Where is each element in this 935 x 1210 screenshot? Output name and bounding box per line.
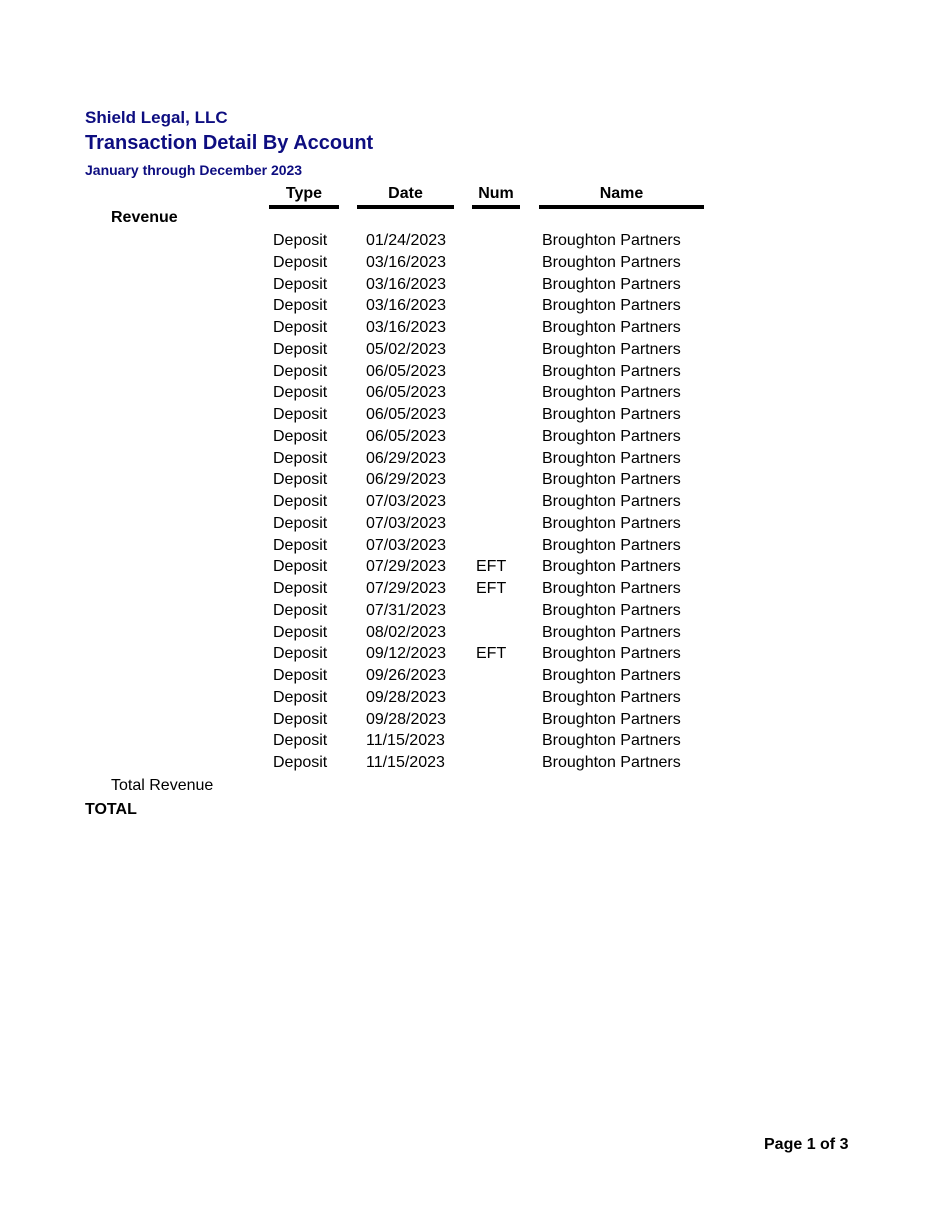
report-title: Transaction Detail By Account (85, 132, 374, 154)
cell-type: Deposit (273, 253, 328, 271)
table-row (0, 687, 935, 709)
cell-date: 07/03/2023 (366, 493, 447, 510)
grand-total-label: TOTAL (85, 801, 137, 818)
cell-type: Deposit (273, 449, 328, 467)
column-header-date: Date (357, 185, 454, 209)
cell-date: 09/12/2023 (366, 645, 447, 663)
cell-name: Broughton Partners (542, 362, 681, 380)
table-row (0, 426, 935, 448)
cell-date: 09/28/2023 (366, 710, 447, 728)
cell-type: Deposit (273, 493, 328, 510)
cell-name: Broughton Partners (542, 732, 681, 750)
cell-name: Broughton Partners (542, 449, 681, 467)
cell-date: 03/16/2023 (366, 275, 447, 293)
cell-type: Deposit (273, 232, 328, 249)
cell-name: Broughton Partners (542, 253, 681, 271)
table-row (0, 578, 935, 600)
cell-name: Broughton Partners (542, 275, 681, 293)
table-row (0, 730, 935, 752)
column-header-name: Name (539, 185, 704, 209)
cell-name: Broughton Partners (542, 384, 681, 402)
cell-type: Deposit (273, 319, 328, 336)
cell-num: EFT (476, 558, 507, 576)
table-row (0, 230, 935, 252)
cell-name: Broughton Partners (542, 493, 681, 510)
cell-date: 11/15/2023 (366, 754, 445, 771)
cell-type: Deposit (273, 362, 328, 380)
table-row (0, 535, 935, 557)
cell-type: Deposit (273, 427, 328, 445)
column-header-type: Type (269, 185, 339, 209)
cell-type: Deposit (273, 536, 328, 554)
cell-name: Broughton Partners (542, 667, 681, 684)
cell-date: 03/16/2023 (366, 253, 447, 271)
cell-date: 09/28/2023 (366, 688, 447, 706)
table-row (0, 274, 935, 296)
cell-num: EFT (476, 580, 507, 597)
cell-type: Deposit (273, 754, 328, 771)
cell-date: 06/05/2023 (366, 427, 447, 445)
cell-type: Deposit (273, 297, 328, 315)
company-name: Shield Legal, LLC (85, 108, 228, 127)
cell-name: Broughton Partners (542, 319, 681, 336)
table-row (0, 556, 935, 578)
cell-date: 06/29/2023 (366, 449, 447, 467)
cell-date: 06/05/2023 (366, 406, 447, 423)
cell-type: Deposit (273, 471, 328, 489)
cell-type: Deposit (273, 645, 328, 663)
cell-name: Broughton Partners (542, 232, 681, 249)
table-row (0, 513, 935, 535)
cell-type: Deposit (273, 275, 328, 293)
cell-type: Deposit (273, 340, 328, 358)
cell-name: Broughton Partners (542, 754, 681, 771)
cell-date: 01/24/2023 (366, 232, 447, 249)
cell-name: Broughton Partners (542, 471, 681, 489)
table-row (0, 448, 935, 470)
report-period: January through December 2023 (85, 162, 303, 178)
cell-date: 03/16/2023 (366, 319, 447, 336)
cell-name: Broughton Partners (542, 710, 681, 728)
cell-date: 07/31/2023 (366, 601, 447, 619)
table-row (0, 491, 935, 513)
cell-name: Broughton Partners (542, 406, 681, 423)
cell-type: Deposit (273, 667, 328, 684)
cell-type: Deposit (273, 514, 328, 532)
table-row (0, 361, 935, 383)
table-row (0, 404, 935, 426)
cell-type: Deposit (273, 558, 328, 576)
cell-name: Broughton Partners (542, 688, 681, 706)
cell-date: 06/05/2023 (366, 362, 447, 380)
cell-date: 03/16/2023 (366, 297, 447, 315)
cell-date: 06/05/2023 (366, 384, 447, 402)
cell-name: Broughton Partners (542, 580, 681, 597)
cell-date: 07/03/2023 (366, 536, 447, 554)
section-label-revenue: Revenue (111, 209, 178, 226)
cell-date: 07/29/2023 (366, 580, 447, 597)
table-row (0, 600, 935, 622)
total-revenue-label: Total Revenue (111, 777, 214, 794)
cell-type: Deposit (273, 623, 328, 641)
table-row (0, 469, 935, 491)
table-row (0, 709, 935, 731)
cell-name: Broughton Partners (542, 340, 681, 358)
cell-name: Broughton Partners (542, 601, 681, 619)
page-number: Page 1 of 3 (764, 1136, 849, 1153)
column-header-num: Num (472, 185, 520, 209)
cell-date: 09/26/2023 (366, 667, 447, 684)
cell-date: 06/29/2023 (366, 471, 447, 489)
table-row (0, 252, 935, 274)
cell-name: Broughton Partners (542, 297, 681, 315)
cell-type: Deposit (273, 732, 328, 750)
table-row (0, 643, 935, 665)
cell-type: Deposit (273, 601, 328, 619)
cell-date: 08/02/2023 (366, 623, 447, 641)
cell-name: Broughton Partners (542, 536, 681, 554)
cell-type: Deposit (273, 710, 328, 728)
cell-name: Broughton Partners (542, 645, 681, 663)
cell-date: 07/03/2023 (366, 514, 447, 532)
cell-date: 07/29/2023 (366, 558, 447, 576)
table-row (0, 665, 935, 687)
cell-name: Broughton Partners (542, 623, 681, 641)
cell-type: Deposit (273, 688, 328, 706)
cell-name: Broughton Partners (542, 427, 681, 445)
cell-date: 05/02/2023 (366, 340, 447, 358)
table-row (0, 339, 935, 361)
cell-type: Deposit (273, 384, 328, 402)
cell-type: Deposit (273, 580, 328, 597)
cell-type: Deposit (273, 406, 328, 423)
table-row (0, 752, 935, 774)
table-row (0, 382, 935, 404)
cell-name: Broughton Partners (542, 558, 681, 576)
cell-name: Broughton Partners (542, 514, 681, 532)
cell-num: EFT (476, 645, 507, 663)
table-row (0, 295, 935, 317)
transaction-list (0, 230, 935, 774)
cell-date: 11/15/2023 (366, 732, 445, 750)
table-row (0, 622, 935, 644)
table-row (0, 317, 935, 339)
